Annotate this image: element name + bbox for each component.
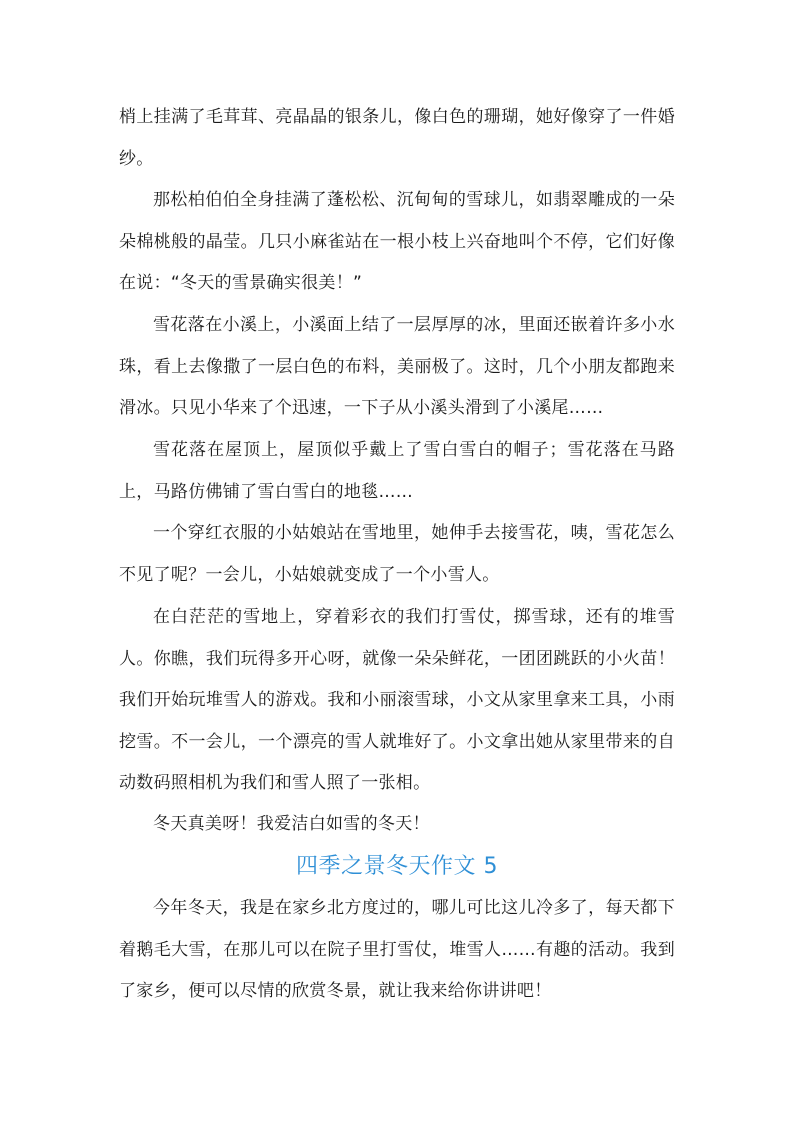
paragraph-5: 一个穿红衣服的小姑娘站在雪地里，她伸手去接雪花，咦，雪花怎么不见了呢？一会儿，小姑娘就变成了一个小雪人。 — [119, 523, 675, 585]
paragraph-3: 雪花落在小溪上，小溪面上结了一层厚厚的冰，里面还嵌着许多小水珠，看上去像撒了一层白色的布料，美丽极了。这时，几个小朋友都跑来滑冰。只见小华来了个迅速，一下子从小溪头滑到了小溪尾…… — [119, 315, 675, 419]
paragraph-4: 雪花落在屋顶上，屋顶似乎戴上了雪白雪白的帽子；雪花落在马路上，马路仿佛铺了雪白雪白的地毯…… — [119, 440, 675, 502]
paragraph-7: 冬天真美呀！我爱洁白如雪的冬天！ — [153, 814, 430, 834]
section-paragraph-1: 今年冬天，我是在家乡北方度过的，哪儿可比这儿冷多了，每天都下着鹅毛大雪，在那儿可以在院子里打雪仗，堆雪人……有趣的活动。我到了家乡，便可以尽情的欣赏冬景，就让我来给你讲讲吧！ — [119, 898, 675, 1002]
paragraph-1: 梢上挂满了毛茸茸、亮晶晶的银条儿，像白色的珊瑚，她好像穿了一件婚纱。 — [119, 107, 675, 169]
section-heading: 四季之景冬天作文 5 — [296, 854, 498, 879]
paragraph-2: 那松柏伯伯全身挂满了蓬松松、沉甸甸的雪球儿，如翡翠雕成的一朵朵棉桃般的晶莹。几只小麻雀站在一根小枝上兴奋地叫个不停，它们好像在说：“冬天的雪景确实很美！” — [119, 190, 675, 294]
paragraph-6: 在白茫茫的雪地上，穿着彩衣的我们打雪仗，掷雪球，还有的堆雪人。你瞧，我们玩得多开心呀，就像一朵朵鲜花，一团团跳跃的小火苗！我们开始玩堆雪人的游戏。我和小丽滚雪球，小文从家里拿来工具，小雨挖雪。不一会儿，一个漂亮的雪人就堆好了。小文拿出她从家里带来的自动数码照相机为我们和雪人照了一张相。 — [119, 607, 675, 794]
